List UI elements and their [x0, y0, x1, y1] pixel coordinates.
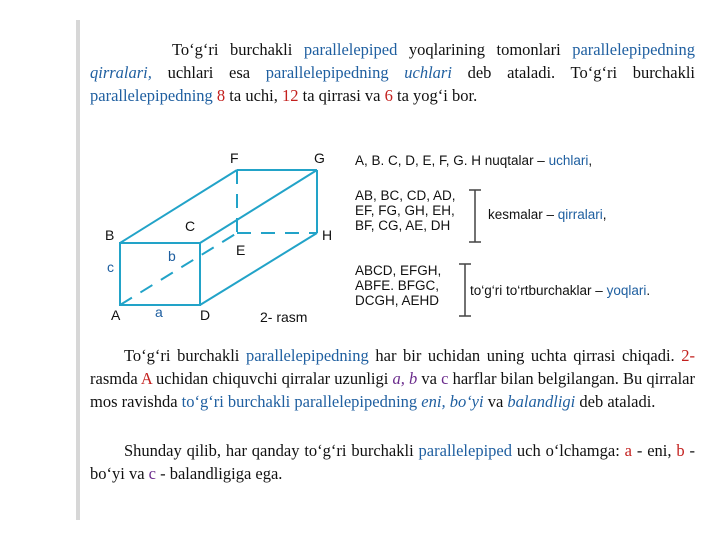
intro-paragraph: To‘g‘ri burchakli parallelepiped yoqlarining tomonlari parallelepipedning qirralari, uchlari esa parallelepipedning uchlari deb ataladi. To‘g‘ri burchakli parallelepipedning 8 ta uchi, 12 ta qirrasi va 6 ta yog‘i bor.: [90, 40, 695, 105]
parallelepiped-figure: [100, 145, 350, 330]
edges-paragraph: To‘g‘ri burchakli parallelepipedning har bir uchidan uning uchta qirrasi chiqadi. 2- rasmda A uchidan chiquvchi qirralar uzunligi a, b va c harflar bilan belgilangan. Bu qirralar mos ravishda to‘g‘ri burchakli parallelepipedning eni, bo‘yi va balandligi deb ataladi.: [90, 346, 695, 411]
legend-faces-list: ABCD, EFGH, ABFE. BFGC, DCGH, AEHD: [355, 263, 442, 308]
vertex-label-h: H: [322, 227, 333, 243]
edges-bracket: [465, 188, 485, 244]
vertex-label-e: E: [236, 242, 246, 258]
figure-caption: 2- rasm: [260, 309, 308, 325]
slide-left-border: [76, 20, 80, 520]
vertex-label-b: B: [105, 227, 115, 243]
vertex-label-c: C: [185, 218, 196, 234]
vertex-label-g: G: [314, 150, 325, 166]
legend-edges-list: AB, BC, CD, AD, EF, FG, GH, EH, BF, CG, AE, DH: [355, 188, 456, 233]
legend-vertices: A, B. C, D, E, F, G. H nuqtalar – uchlari,: [355, 153, 593, 168]
edge-label-a: a: [155, 304, 163, 320]
edge-label-c: c: [107, 259, 114, 275]
legend-edges: kesmalar – qirralari,: [488, 207, 607, 222]
vertex-label-d: D: [200, 307, 211, 323]
vertex-label-a: A: [111, 307, 121, 323]
summary-paragraph: Shunday qilib, har qanday to‘g‘ri burchakli parallelepiped uch o‘lchamga: a - eni, b - bo‘yi va c - balandligiga ega.: [90, 441, 696, 483]
front-face: [120, 243, 200, 305]
vertex-label-f: F: [230, 150, 239, 166]
edge-label-b: b: [168, 248, 176, 264]
legend-faces: to‘g‘ri to‘rtburchaklar – yoqlari.: [470, 283, 651, 298]
